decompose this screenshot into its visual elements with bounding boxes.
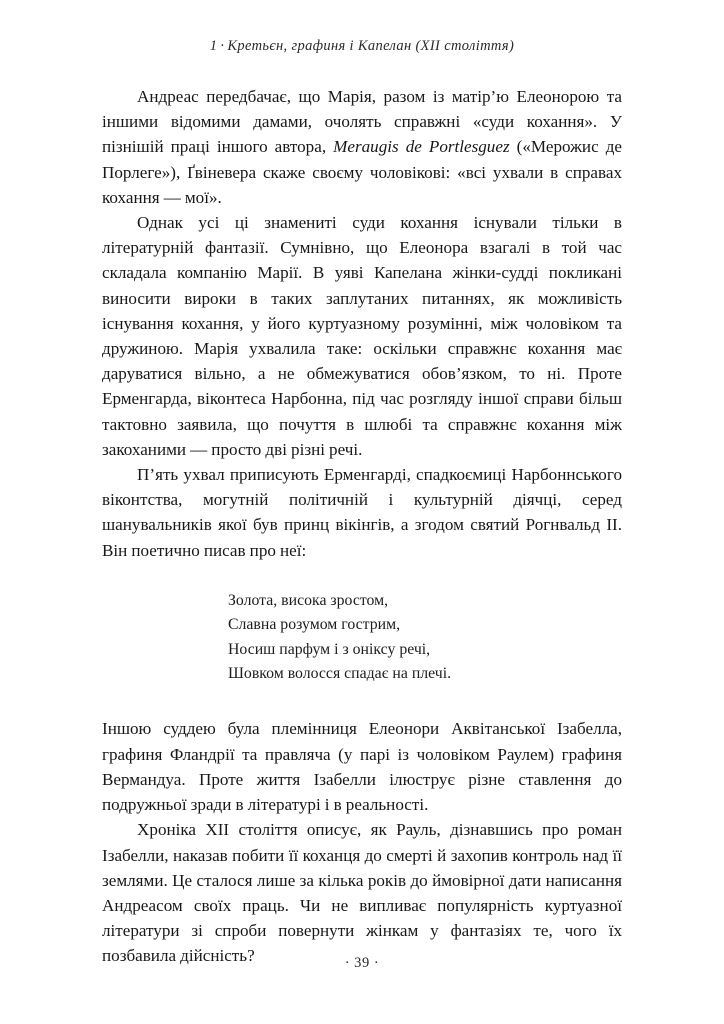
running-head-separator: ·	[220, 38, 225, 54]
verse-line: Шовком волосся спадає на плечі.	[228, 665, 452, 683]
paragraph-1-text-before-italic: Андреас передбачає, що Марія, разом із матір’ю Елеонорою та іншими відомими дамами, очолять справжні «суди кохання». У пізнішій праці іншого автора,	[102, 87, 622, 157]
verse-line: Золота, висока зростом,	[228, 591, 389, 609]
italic-work-title: Meraugis de Portlesguez	[333, 137, 510, 157]
paragraph-1-text-after-italic: («Мерожис де Порлеге»), Ґвіневера скаже своєму чоловікові: «всі ухвали в справах кохання — мої».	[102, 137, 622, 207]
text-block	[102, 84, 622, 969]
folio-left-dot: ·	[344, 955, 351, 971]
running-head-chapter-number: 1	[209, 38, 218, 54]
folio-page-number: 39	[354, 955, 370, 971]
running-head-title: Кретьєн, графиня і Капелан (XII століття)	[227, 38, 515, 54]
folio-right-dot: ·	[373, 955, 380, 971]
folio	[0, 955, 724, 972]
paragraph-2: Однак усі ці знамениті суди кохання існували тільки в літературній фантазії. Сумнівно, що Елеонора взагалі в той час складала компанію Марії. В уяві Капелана жінки-судді покликані виносити вироки в таких заплутаних питаннях, як можливість існування кохання, у його куртуазному розумінні, між чоловіком та дружиною. Марія ухвалила таке: оскільки справжнє кохання має даруватися вільно, а не обмежуватися обов’язком, то ні. Проте Ерменгарда, віконтеса Нарбонна, під час розгляду іншої справи більш тактовно заявила, що почуття в шлюбі та справжнє кохання між закоханими — просто дві різні речі.	[102, 213, 622, 459]
verse-block	[102, 589, 622, 687]
paragraph-1	[102, 84, 622, 210]
running-head	[0, 38, 724, 55]
verse-line: Славна розумом гострим,	[228, 616, 401, 634]
paragraph-5: Хроніка XII століття описує, як Рауль, дізнавшись про роман Ізабелли, наказав побити її коханця до смерті й захопив контроль над її землями. Це сталося лише за кілька років до ймовірної дати написання Андреасом своїх праць. Чи не випливає популярність куртуазної літератури зі спроби повернути жінкам у фантазіях те, чого їх позбавила дійсність?	[102, 820, 622, 966]
paragraph-4: Іншою суддею була племінниця Елеонори Аквітанської Ізабелла, графиня Фландрії та правляча (у парі із чоловіком Раулем) графиня Вермандуа. Проте життя Ізабелли ілюструє різне ставлення до подружньої зради в літературі і в реальності.	[102, 719, 622, 815]
paragraph-3: П’ять ухвал приписують Ерменгарді, спадкоємиці Нарбоннського віконтства, могутній політичній і культурній діячці, серед шанувальників якої був принц вікінгів, а згодом святий Рогнвальд II. Він поетично писав про неї:	[102, 465, 622, 560]
verse-line: Носиш парфум і з оніксу речі,	[228, 640, 431, 658]
